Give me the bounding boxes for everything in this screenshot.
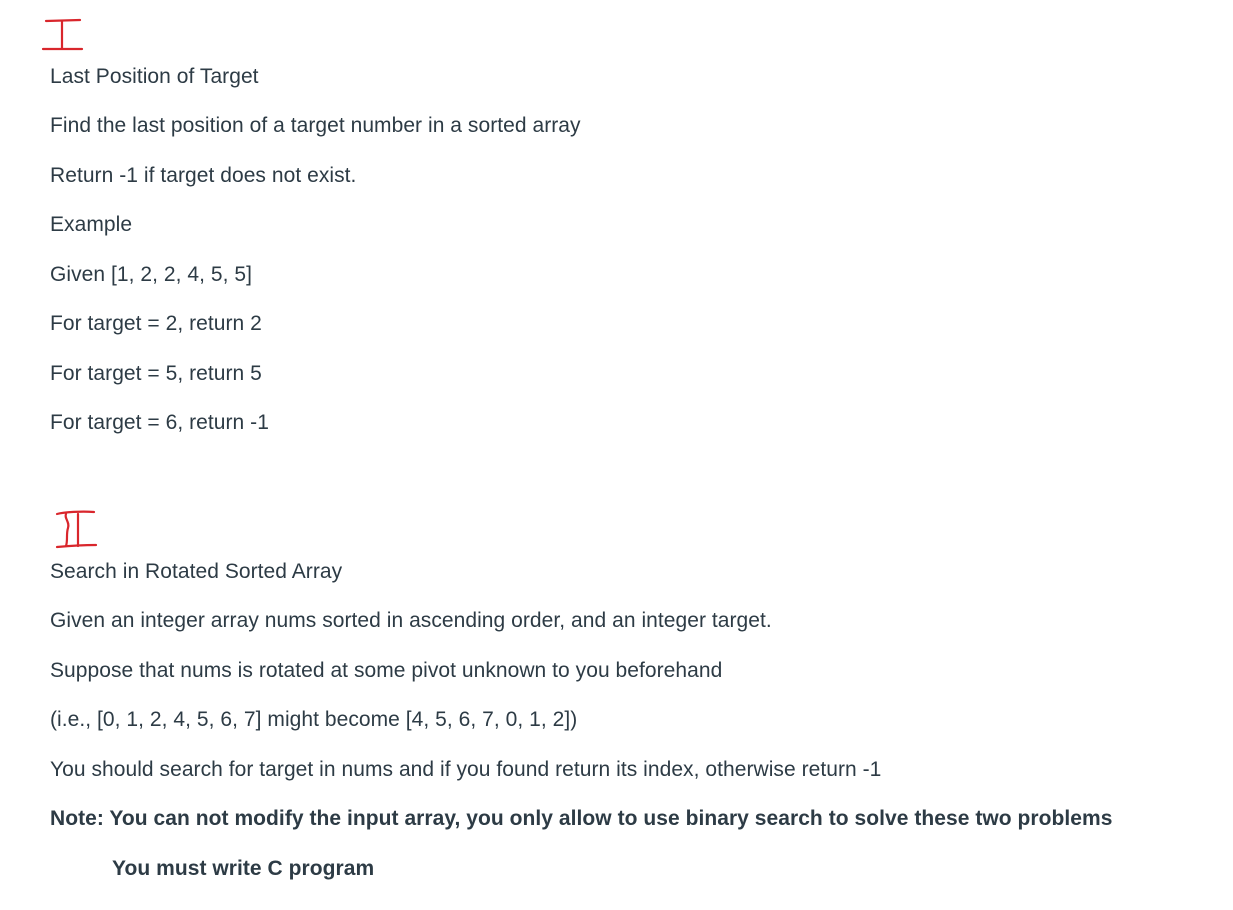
section1-title: Last Position of Target bbox=[50, 65, 259, 88]
section1-line-3: Example bbox=[50, 213, 133, 236]
section1-line-6: For target = 5, return 5 bbox=[50, 362, 262, 385]
section1-line-5: For target = 2, return 2 bbox=[50, 312, 262, 335]
section1-line-4: Given [1, 2, 2, 4, 5, 5] bbox=[50, 263, 252, 286]
section1-line-7: For target = 6, return -1 bbox=[50, 411, 269, 434]
section2-line-2: Suppose that nums is rotated at some pivot unknown to you beforehand bbox=[50, 659, 723, 682]
section1-line-1: Find the last position of a target number in a sorted array bbox=[50, 114, 581, 137]
roman-numeral-one-mark bbox=[40, 16, 86, 54]
section2-title: Search in Rotated Sorted Array bbox=[50, 560, 343, 583]
section2-line-1: Given an integer array nums sorted in ascending order, and an integer target. bbox=[50, 609, 772, 632]
section2-line-4: You should search for target in nums and if you found return its index, otherwise return -1 bbox=[50, 758, 882, 781]
section2-requirement: You must write C program bbox=[112, 857, 375, 880]
section2-line-3: (i.e., [0, 1, 2, 4, 5, 6, 7] might become [4, 5, 6, 7, 0, 1, 2]) bbox=[50, 708, 578, 731]
section1-line-2: Return -1 if target does not exist. bbox=[50, 164, 357, 187]
section2-note: Note: You can not modify the input array, you only allow to use binary search to solve these two problems bbox=[50, 807, 1113, 830]
roman-numeral-two-mark bbox=[52, 508, 100, 552]
